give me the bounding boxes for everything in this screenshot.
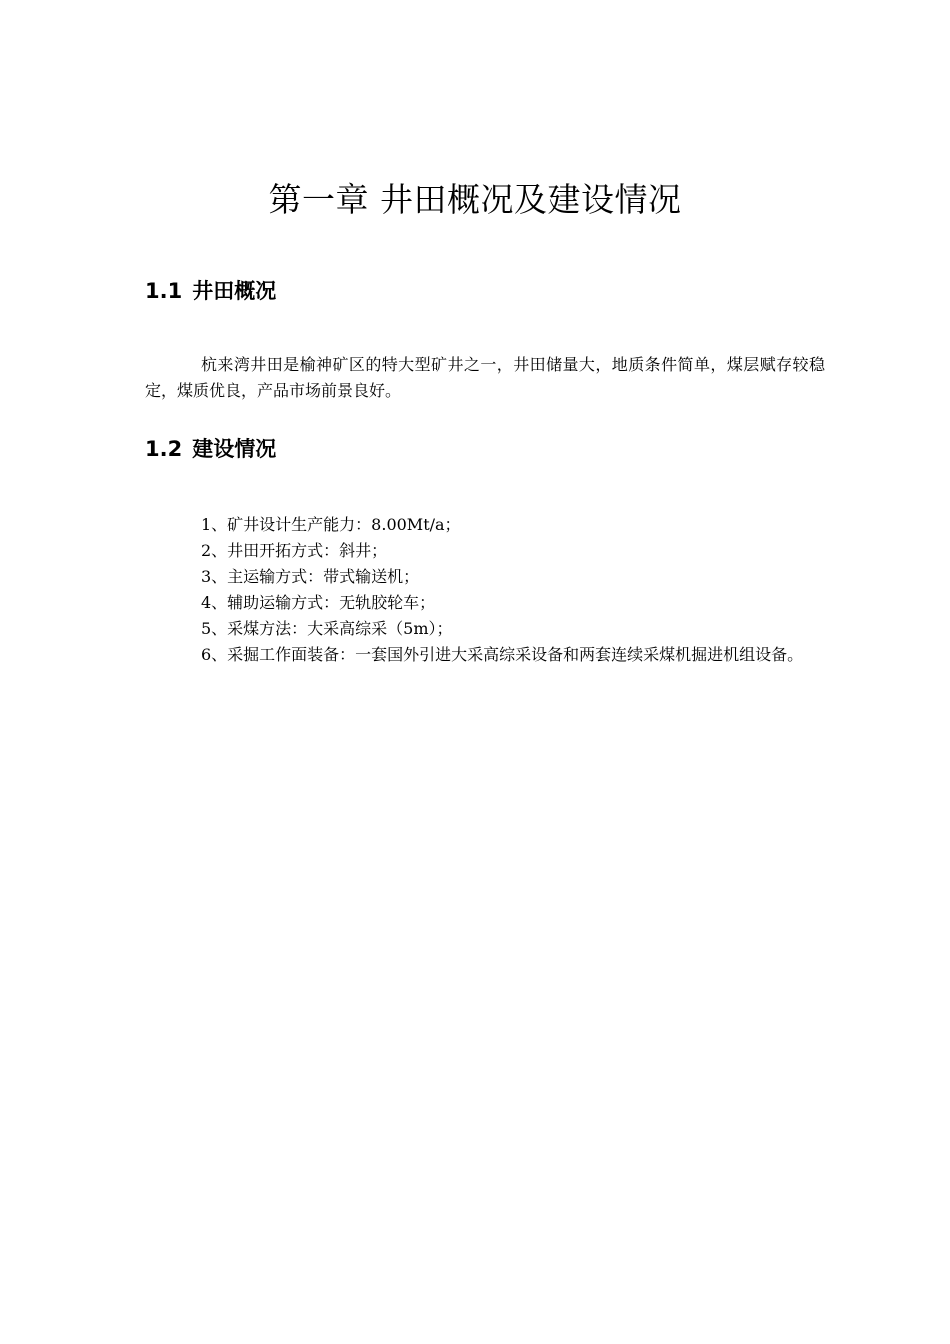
section-number: 1.2 [145,437,183,461]
list-item: 2、井田开拓方式：斜井； [201,541,388,560]
list-item: 5、采煤方法：大采高综采（5m）； [201,619,453,638]
list-item: 4、辅助运输方式：无轨胶轮车； [201,593,436,612]
section-1-1-paragraph: 杭来湾井田是榆神矿区的特大型矿井之一，井田储量大，地质条件简单，煤层赋存较稳定，煤质优良，产品市场前景良好。 [145,355,825,400]
section-title: 井田概况 [192,279,277,303]
list-item: 3、主运输方式：带式输送机； [201,567,420,586]
section-title: 建设情况 [192,437,277,461]
section-number: 1.1 [145,279,183,303]
section-heading-1-1 [145,276,276,306]
list-item: 1、矿井设计生产能力：8.00Mt/a； [201,515,461,534]
construction-list [145,512,825,668]
section-heading-1-2 [145,434,276,464]
list-item: 6、采掘工作面装备：一套国外引进大采高综采设备和两套连续采煤机掘进机组设备。 [201,645,804,664]
chapter-title: 第一章 井田概况及建设情况 [268,180,682,219]
